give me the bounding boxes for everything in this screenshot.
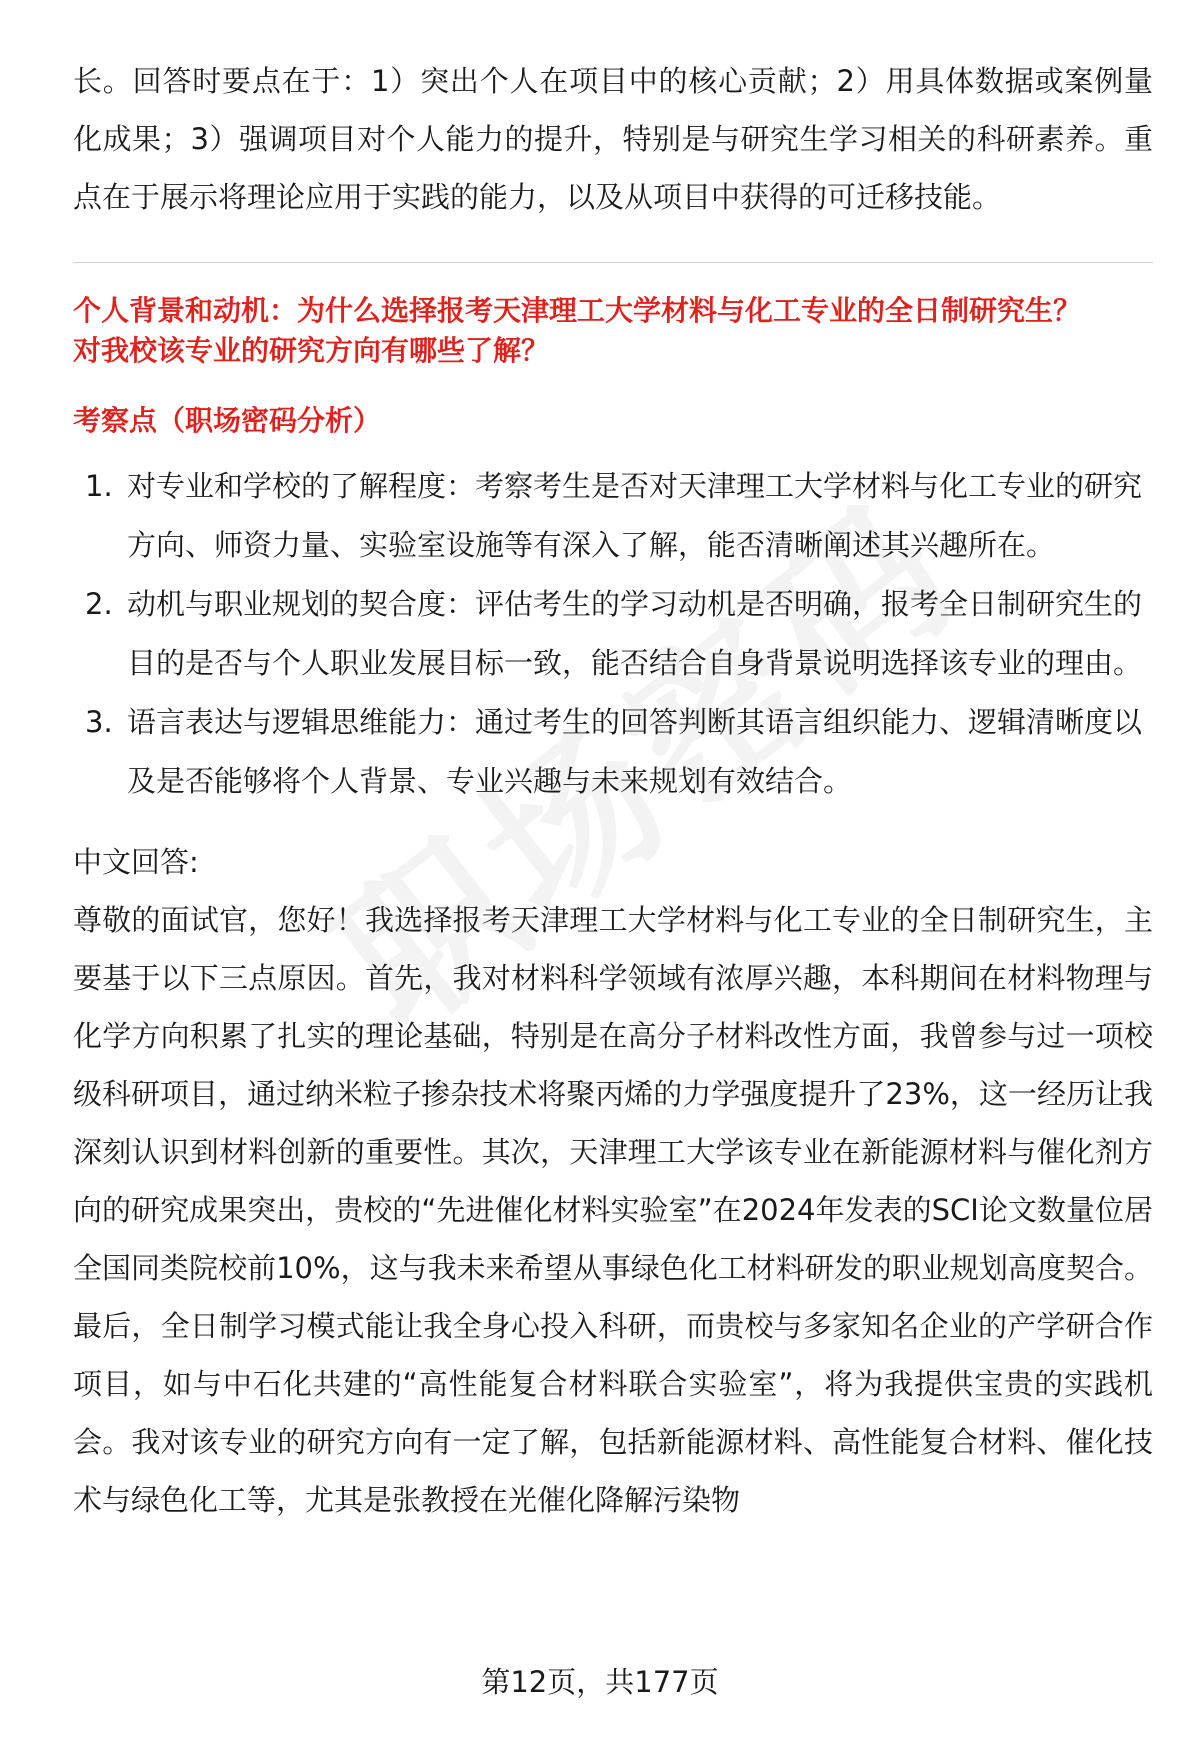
list-item <box>73 693 1153 811</box>
question-block <box>73 291 1153 371</box>
page-number: 第12页，共177页 <box>481 1665 719 1699</box>
list-item <box>73 457 1153 575</box>
page-content <box>73 52 1153 1529</box>
question-line-2: 对我校该专业的研究方向有哪些了解？ <box>73 334 550 367</box>
assessment-points-list <box>73 457 1153 811</box>
assessment-title: 考察点（职场密码分析） <box>73 404 382 437</box>
list-item-number: 3. <box>85 705 113 739</box>
list-item <box>73 575 1153 693</box>
list-item-number: 2. <box>85 587 113 621</box>
list-item-number: 1. <box>85 469 113 503</box>
list-item-text: 动机与职业规划的契合度：评估考生的学习动机是否明确，报考全日制研究生的目的是否与个人职业发展目标一致，能否结合自身背景说明选择该专业的理由。 <box>127 587 1143 680</box>
list-item-text: 对专业和学校的了解程度：考察考生是否对天津理工大学材料与化工专业的研究方向、师资力量、实验室设施等有深入了解，能否清晰阐述其兴趣所在。 <box>127 469 1143 562</box>
answer-heading: 中文回答: <box>73 845 199 879</box>
intro-paragraph: 长。回答时要点在于：1）突出个人在项目中的核心贡献；2）用具体数据或案例量化成果；3）强调项目对个人能力的提升，特别是与研究生学习相关的科研素养。重点在于展示将理论应用于实践的能力，以及从项目中获得的可迁移技能。 <box>73 64 1153 214</box>
answer-body: 尊敬的面试官，您好！我选择报考天津理工大学材料与化工专业的全日制研究生，主要基于以下三点原因。首先，我对材料科学领域有浓厚兴趣，本科期间在材料物理与化学方向积累了扎实的理论基础，特别是在高分子材料改性方面，我曾参与过一项校级科研项目，通过纳米粒子掺杂技术将聚丙烯的力学强度提升了23%，这一经历让我深刻认识到材料创新的重要性。其次，天津理工大学该专业在新能源材料与催化剂方向的研究成果突出，贵校的“先进催化材料实验室”在2024年发表的SCI论文数量位居全国同类院校前10%，这与我未来希望从事绿色化工材料研发的职业规划高度契合。最后，全日制学习模式能让我全身心投入科研，而贵校与多家知名企业的产学研合作项目，如与中石化共建的“高性能复合材料联合实验室”，将为我提供宝贵的实践机会。我对该专业的研究方向有一定了解，包括新能源材料、高性能复合材料、催化技术与绿色化工等，尤其是张教授在光催化降解污染物 <box>73 903 1153 1517</box>
section-divider <box>73 262 1153 263</box>
question-line-1: 个人背景和动机：为什么选择报考天津理工大学材料与化工专业的全日制研究生？ <box>73 294 1082 327</box>
list-item-text: 语言表达与逻辑思维能力：通过考生的回答判断其语言组织能力、逻辑清晰度以及是否能够将个人背景、专业兴趣与未来规划有效结合。 <box>127 705 1143 798</box>
